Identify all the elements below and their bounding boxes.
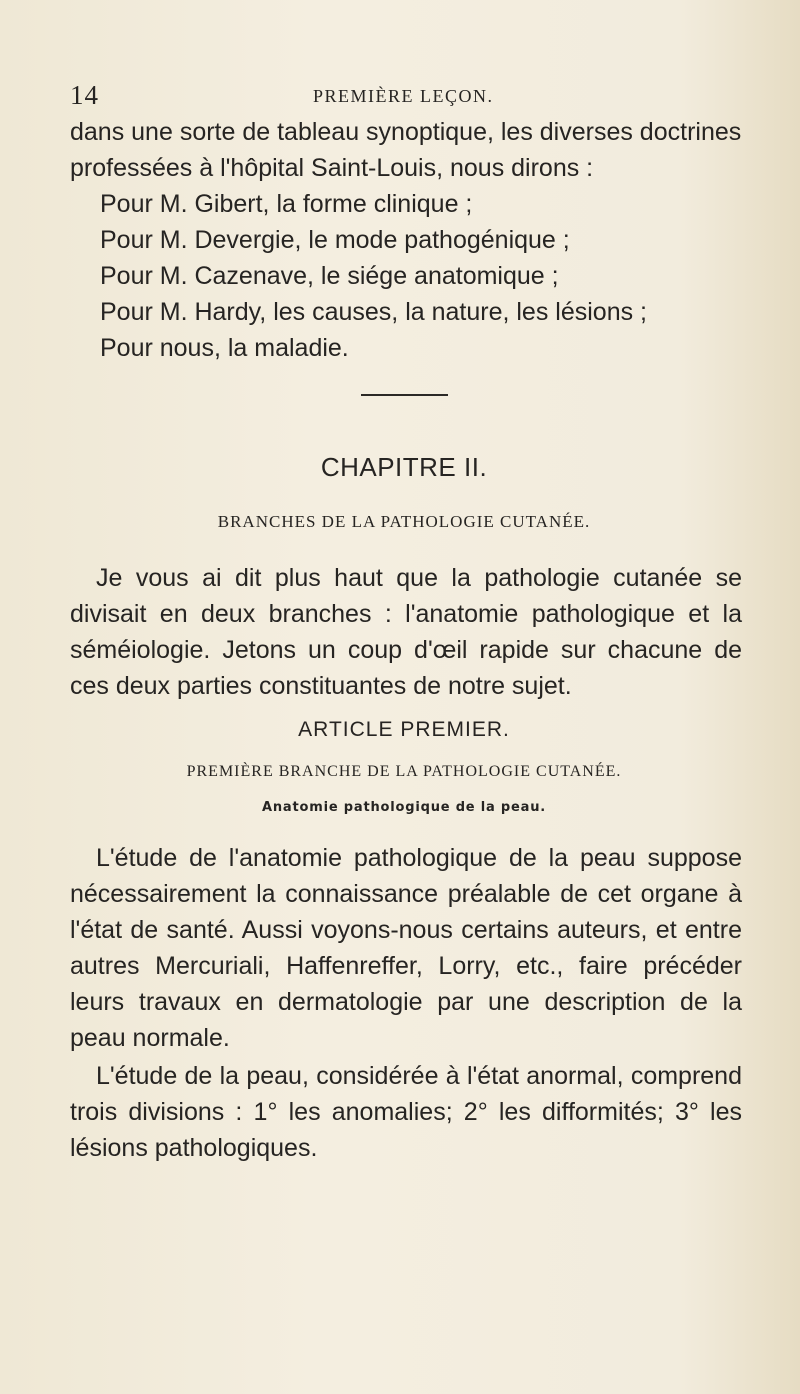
section-heading: Anatomie pathologique de la peau.: [261, 800, 546, 815]
article-title: ARTICLE PREMIER.: [298, 718, 510, 741]
chapter-subtitle: BRANCHES DE LA PATHOLOGIE CUTANÉE.: [217, 512, 591, 531]
intro-line-1: dans une sorte de tableau synoptique, les diverses doctrines: [70, 118, 742, 146]
chapter-title: CHAPITRE II.: [320, 452, 488, 482]
list-item: Pour M. Devergie, le mode pathogénique ;: [100, 226, 570, 254]
paragraph-anatomie: [70, 840, 742, 1056]
intro-paragraph: [70, 114, 742, 186]
list-item: Pour M. Hardy, les causes, la nature, les lésions ;: [100, 298, 647, 326]
paragraph-branches: [70, 560, 742, 704]
page-number: 14: [70, 80, 99, 110]
intro-line-2: professées à l'hôpital Saint-Louis, nous dirons :: [70, 154, 594, 182]
article-subtitle: PREMIÈRE BRANCHE DE LA PATHOLOGIE CUTANÉE.: [186, 763, 622, 780]
running-head: PREMIÈRE LEÇON.: [313, 86, 494, 106]
paragraph-text: Je vous ai dit plus haut que la pathologie cutanée se divisait en deux branches : l'anatomie pathologique et la séméiologie. Jetons un coup d'œil rapide sur chacune de ces deux parties constituantes de notre sujet.: [70, 564, 742, 700]
paragraph-divisions: [70, 1058, 742, 1166]
paragraph-text: L'étude de l'anatomie pathologique de la peau suppose nécessairement la connaissance préalable de cet organe à l'état de santé. Aussi voyons-nous certains auteurs, et entre autres Mercuriali, Haffenreffer, Lorry, etc., faire précéder leurs travaux en dermatologie par une description de la peau normale.: [70, 844, 742, 1052]
list-item: Pour nous, la maladie.: [100, 334, 349, 362]
list-item: Pour M. Cazenave, le siége anatomique ;: [100, 262, 559, 290]
paragraph-text: L'étude de la peau, considérée à l'état anormal, comprend trois divisions : 1° les anomalies; 2° les difformités; 3° les lésions pathologiques.: [70, 1062, 742, 1162]
doctrine-list: [100, 186, 647, 366]
list-item: Pour M. Gibert, la forme clinique ;: [100, 190, 473, 218]
section-divider: [361, 394, 448, 396]
